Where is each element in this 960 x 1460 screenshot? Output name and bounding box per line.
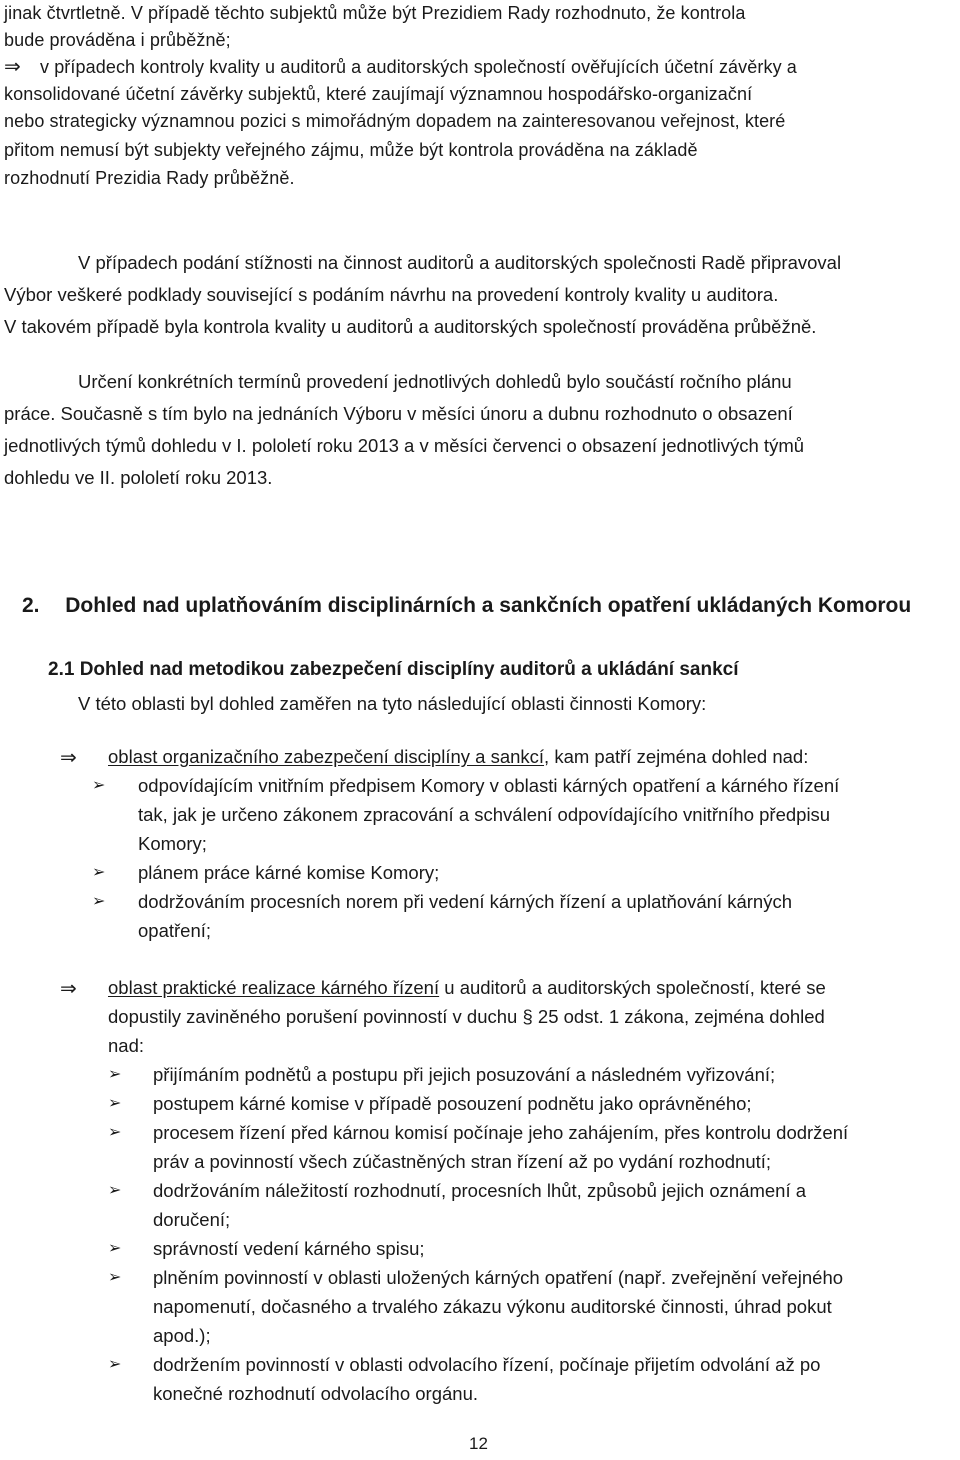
text-line: jednotlivých týmů dohledu v I. pololetí roku 2013 a v měsíci červenci o obsazení jednotlivých týmů [4, 435, 805, 456]
list-item: konečné rozhodnutí odvolacího orgánu. [153, 1383, 479, 1404]
text-line: nebo strategicky významnou pozici s mimořádným dopadem na zainteresovanou veřejnost, které [4, 111, 786, 131]
chevron-bullet-icon: ➢ [108, 1122, 122, 1141]
text-line: V případech podání stížnosti na činnost auditorů a auditorských společnosti Radě připravoval [78, 252, 842, 273]
list-item: napomenutí, dočasného a trvalého zákazu výkonu auditorské činnosti, úhrad pokut [153, 1296, 832, 1317]
list-item: postupem kárné komise v případě posouzení podnětu jako oprávněného; [153, 1093, 752, 1114]
chevron-bullet-icon: ➢ [92, 891, 106, 910]
list-item: správností vedení kárného spisu; [153, 1238, 425, 1259]
text-line: Určení konkrétních termínů provedení jednotlivých dohledů bylo součástí ročního plánu [78, 371, 792, 392]
list-item: apod.); [153, 1325, 211, 1346]
text-line: nad: [108, 1035, 145, 1056]
list-item: odpovídajícím vnitřním předpisem Komory v oblasti kárných opatření a kárného řízení [138, 775, 840, 796]
intro-text: V této oblasti byl dohled zaměřen na tyto následující oblasti činnosti Komory: [78, 693, 707, 714]
list-item: tak, jak je určeno zákonem zpracování a schválení odpovídajícího vnitřního předpisu [138, 804, 831, 825]
page-number: 12 [469, 1434, 488, 1453]
chevron-bullet-icon: ➢ [108, 1354, 122, 1373]
list-item: dodržením povinností v oblasti odvolacího řízení, počínaje přijetím odvolání až po [153, 1354, 821, 1375]
list-item: Komory; [138, 833, 207, 854]
text-line: práce. Současně s tím bylo na jednáních Výboru v měsíci únoru a dubnu rozhodnuto o obsazení [4, 403, 793, 424]
text-line: Výbor veškeré podklady související s podáním návrhu na provedení kontroly kvality u auditora. [4, 284, 779, 305]
chevron-bullet-icon: ➢ [108, 1064, 122, 1083]
text-line: jinak čtvrtletně. V případě těchto subjektů může být Prezidiem Rady rozhodnuto, že kontrola [4, 3, 746, 23]
list-item: doručení; [153, 1209, 231, 1230]
subsection-title: Dohled nad metodikou zabezpečení disciplíny auditorů a ukládání sankcí [79, 659, 739, 680]
text-line: V takovém případě byla kontrola kvality u auditorů a auditorských společností prováděna průběžně. [4, 316, 817, 337]
list-item: procesem řízení před kárnou komisí počínaje jeho zahájením, přes kontrolu dodržení [153, 1122, 849, 1143]
list-item: dodržováním procesních norem při vedení kárných řízení a uplatňování kárných [138, 891, 793, 912]
text-line: konsolidované účetní závěrky subjektů, které zaujímají významnou hospodářsko-organizační [4, 84, 753, 104]
chevron-bullet-icon: ➢ [108, 1238, 122, 1257]
area-heading: oblast organizačního zabezpečení disciplíny a sankcí, kam patří zejména dohled nad: [108, 746, 809, 767]
chevron-bullet-icon: ➢ [108, 1093, 122, 1112]
text-line: přitom nemusí být subjekty veřejného zájmu, může být kontrola prováděna na základě [4, 140, 698, 160]
text-line: v případech kontroly kvality u auditorů a auditorských společností ověřujících účetní závěrky a [40, 57, 797, 77]
text-line: dopustily zaviněného porušení povinností v duchu § 25 odst. 1 zákona, zejména dohled [108, 1006, 825, 1027]
text-line: bude prováděna i průběžně; [4, 30, 231, 50]
area-heading: oblast praktické realizace kárného řízení u auditorů a auditorských společností, které se [108, 977, 826, 998]
subsection-number: 2.1 [48, 659, 75, 680]
area-title: oblast organizačního zabezpečení disciplíny a sankcí [108, 746, 545, 767]
list-item: přijímáním podnětů a postupu při jejich posuzování a následném vyřizování; [153, 1064, 776, 1085]
chevron-bullet-icon: ➢ [92, 862, 106, 881]
chevron-bullet-icon: ➢ [108, 1267, 122, 1286]
list-item: práv a povinností všech zúčastněných stran řízení až po vydání rozhodnutí; [153, 1151, 772, 1172]
section-heading [22, 594, 911, 618]
double-arrow-icon: ⇒ [4, 54, 21, 78]
section-number: 2. [22, 594, 40, 617]
double-arrow-icon: ⇒ [60, 745, 77, 769]
chevron-bullet-icon: ➢ [92, 775, 106, 794]
list-item: dodržováním náležitostí rozhodnutí, procesních lhůt, způsobů jejich oznámení a [153, 1180, 807, 1201]
double-arrow-icon: ⇒ [60, 976, 77, 1000]
list-item: plněním povinností v oblasti uložených kárných opatření (např. zveřejnění veřejného [153, 1267, 844, 1288]
subsection-heading [48, 659, 739, 681]
list-item: opatření; [138, 920, 212, 941]
text-line: rozhodnutí Prezidia Rady průběžně. [4, 168, 295, 188]
chevron-bullet-icon: ➢ [108, 1180, 122, 1199]
list-item: plánem práce kárné komise Komory; [138, 862, 440, 883]
section-title: Dohled nad uplatňováním disciplinárních a sankčních opatření ukládaných Komorou [65, 594, 912, 617]
text-line: dohledu ve II. pololetí roku 2013. [4, 467, 273, 488]
area-title: oblast praktické realizace kárného řízení [108, 977, 440, 998]
